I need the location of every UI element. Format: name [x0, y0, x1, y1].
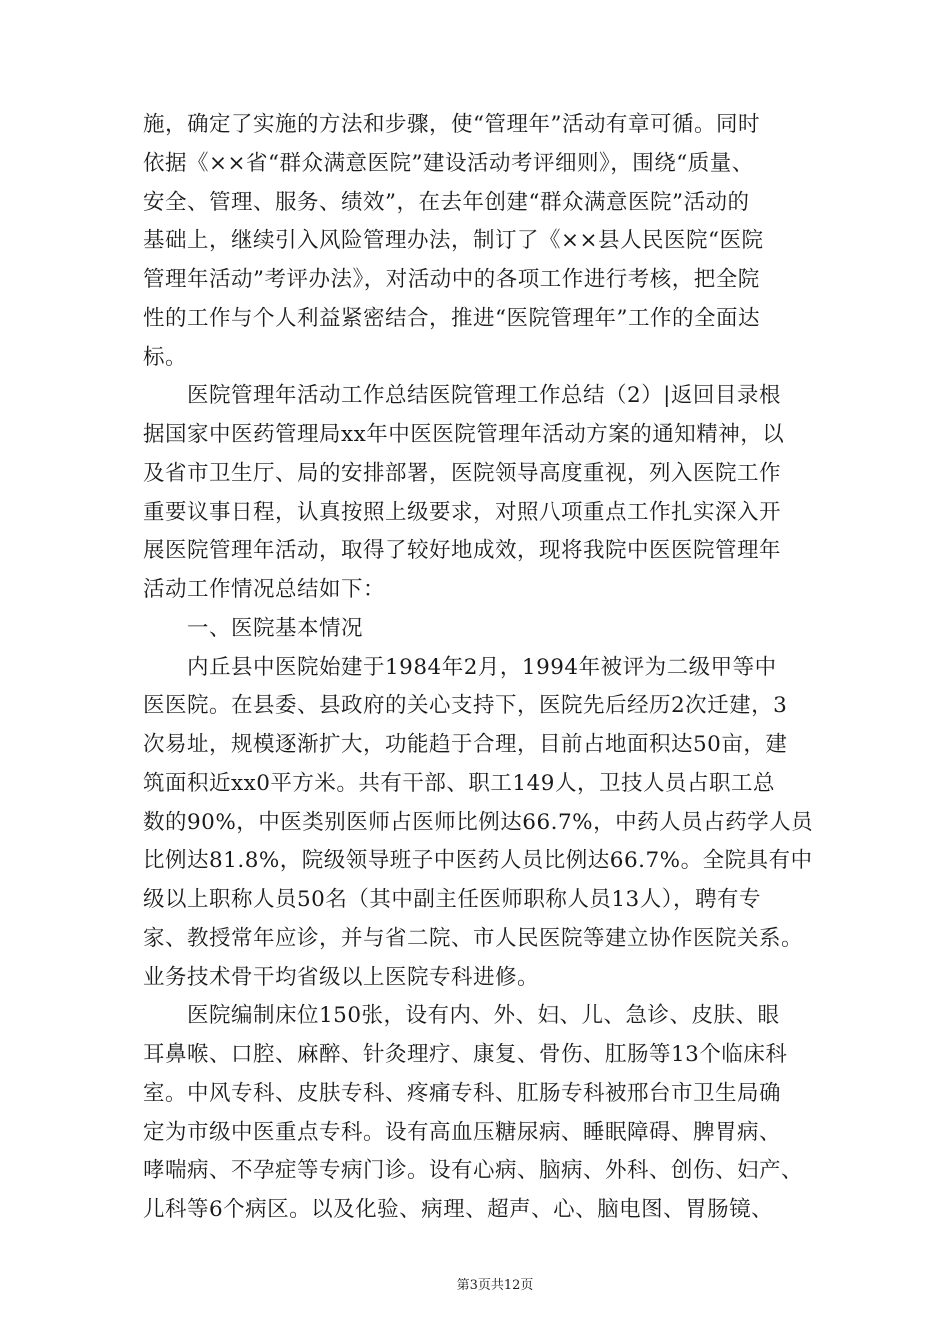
text-line: 医院编制床位150张，设有内、外、妇、儿、急诊、皮肤、眼 — [143, 1003, 780, 1028]
text-line: 比例达81.8%，院级领导班子中医药人员比例达66.7%。全院具有中 — [143, 848, 813, 873]
text-line: 耳鼻喉、口腔、麻醉、针灸理疗、康复、骨伤、肛肠等13个临床科 — [143, 1042, 788, 1067]
text-line: 展医院管理年活动，取得了较好地成效，现将我院中医医院管理年 — [143, 538, 782, 563]
text-line: 依据《××省“群众满意医院”建设活动考评细则》，围绕“质量、 — [143, 151, 754, 176]
text-line: 及省市卫生厅、局的安排部署，医院领导高度重视，列入医院工作 — [143, 461, 782, 486]
text-line: 医医院。在县委、县政府的关心支持下，医院先后经历2次迁建，3 — [143, 693, 788, 718]
text-line: 基础上，继续引入风险管理办法，制订了《××县人民医院“医院 — [143, 228, 764, 253]
text-line: 家、教授常年应诊，并与省二院、市人民医院等建立协作医院关系。 — [143, 926, 804, 951]
text-line: 安全、管理、服务、绩效”，在去年创建“群众满意医院”活动的 — [143, 190, 750, 215]
text-line: 性的工作与个人利益紧密结合，推进“医院管理年”工作的全面达 — [143, 306, 760, 331]
text-line: 内丘县中医院始建于1984年2月，1994年被评为二级甲等中 — [143, 655, 777, 680]
text-line: 业务技术骨干均省级以上医院专科进修。 — [143, 965, 540, 990]
text-line: 数的90%，中医类别医师占医师比例达66.7%，中药人员占药学人员 — [143, 810, 814, 835]
page-number-footer: 第3页共12页 — [456, 1278, 534, 1293]
text-line: 重要议事日程，认真按照上级要求，对照八项重点工作扎实深入开 — [143, 500, 782, 525]
text-line: 级以上职称人员50名（其中副主任医师职称人员13人），聘有专 — [143, 887, 761, 912]
section-heading: 一、医院基本情况 — [143, 616, 364, 641]
text-line: 筑面积近xx0平方米。共有干部、职工149人，卫技人员占职工总 — [143, 771, 775, 796]
text-line: 管理年活动”考评办法》，对活动中的各项工作进行考核，把全院 — [143, 267, 760, 292]
text-line: 据国家中医药管理局xx年中医医院管理年活动方案的通知精神，以 — [143, 422, 785, 447]
text-line: 活动工作情况总结如下： — [143, 577, 386, 602]
text-line: 次易址，规模逐渐扩大，功能趋于合理，目前占地面积达50亩，建 — [143, 732, 788, 757]
text-line: 医院管理年活动工作总结医院管理工作总结（2）|返回目录根 — [143, 383, 781, 408]
text-line: 儿科等6个病区。以及化验、病理、超声、心、脑电图、胃肠镜、 — [143, 1197, 774, 1222]
text-line: 定为市级中医重点专科。设有高血压糖尿病、睡眠障碍、脾胃病、 — [143, 1120, 782, 1145]
text-line: 施，确定了实施的方法和步骤，使“管理年”活动有章可循。同时 — [143, 112, 760, 137]
text-line: 哮喘病、不孕症等专病门诊。设有心病、脑病、外科、创伤、妇产、 — [143, 1158, 804, 1183]
text-line: 室。中风专科、皮肤专科、疼痛专科、肛肠专科被邢台市卫生局确 — [143, 1081, 782, 1106]
text-line: 标。 — [143, 345, 188, 370]
